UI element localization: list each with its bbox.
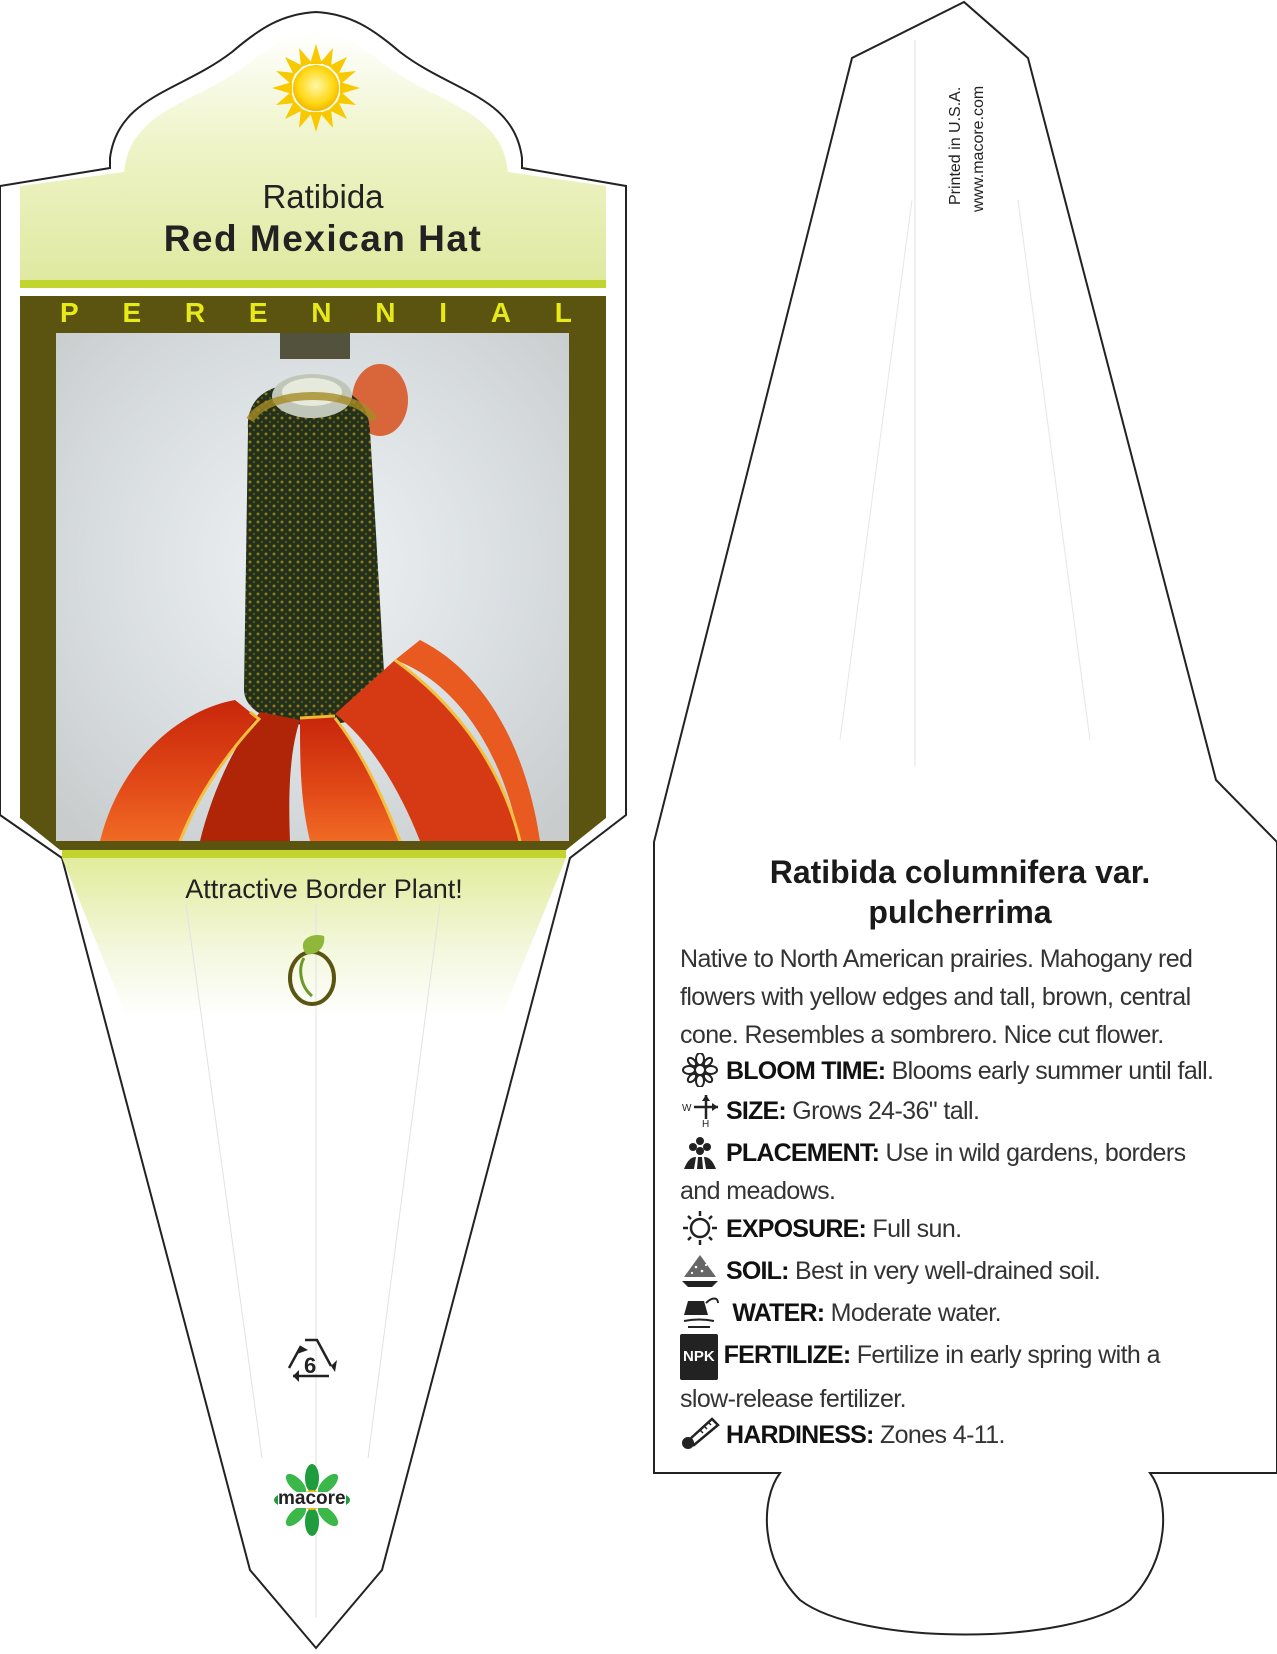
category-letter: E <box>122 297 142 328</box>
botanical-name <box>650 852 1270 932</box>
care-row-soil <box>680 1252 1220 1290</box>
care-label: EXPOSURE: <box>726 1215 867 1243</box>
care-row-size <box>680 1092 1220 1130</box>
botanical-name-line1: Ratibida columnifera var. <box>769 854 1151 890</box>
flower-icon <box>680 1053 720 1087</box>
size-icon <box>680 1093 720 1127</box>
care-row-fertilize <box>680 1334 1220 1418</box>
product-photo <box>56 333 569 841</box>
care-row-water <box>680 1294 1220 1332</box>
care-text: Blooms early summer until fall. <box>891 1057 1214 1085</box>
category-letter: L <box>554 297 572 328</box>
care-text: Use in wild gardens, borders and meadows. <box>680 1139 1186 1205</box>
care-label: FERTILIZE: <box>723 1341 851 1369</box>
sun-outline-icon <box>680 1211 720 1245</box>
care-text: Best in very well-drained soil. <box>795 1257 1101 1285</box>
category-letter: R <box>184 297 206 328</box>
plant-genus: Ratibida <box>262 178 384 215</box>
thermometer-icon <box>680 1417 720 1451</box>
care-text: Full sun. <box>872 1215 962 1243</box>
placement-icon <box>680 1135 720 1169</box>
care-row-bloom-time <box>680 1052 1220 1090</box>
care-text: Moderate water. <box>830 1299 1001 1327</box>
sun-icon <box>272 44 360 132</box>
care-row-exposure <box>680 1210 1220 1248</box>
website-label: www.macore.com <box>970 85 987 212</box>
tagline: Attractive Border Plant! <box>185 874 463 904</box>
care-label: PLACEMENT: <box>726 1139 880 1167</box>
care-text: Grows 24-36" tall. <box>792 1097 980 1125</box>
care-label: SIZE: <box>726 1097 786 1125</box>
category-letter: E <box>248 297 268 328</box>
category-letter: N <box>311 297 332 328</box>
plant-description: Native to North American prairies. Mahogany red flowers with yellow edges and tall, brown, central cone. Resembles a sombrero. Nice cut flower. <box>680 945 1193 1049</box>
category-letter: P <box>60 297 79 328</box>
category-letter: A <box>490 297 512 328</box>
care-label: WATER: <box>732 1299 825 1327</box>
soil-icon <box>680 1253 720 1287</box>
care-label: SOIL: <box>726 1257 789 1285</box>
svg-text:W: W <box>682 1103 691 1114</box>
botanical-name-line2: pulcherrima <box>868 894 1052 930</box>
npk-icon: NPK <box>680 1334 718 1380</box>
svg-text:H: H <box>702 1119 709 1127</box>
category-letter: I <box>439 297 448 328</box>
care-text: Fertilize in early spring with a slow-release fertilizer. <box>680 1341 1160 1413</box>
care-row-hardiness <box>680 1416 1220 1454</box>
category-letter: N <box>375 297 396 328</box>
printed-in-label: Printed in U.S.A. <box>947 86 964 205</box>
care-text: Zones 4-11. <box>879 1421 1005 1449</box>
care-label: BLOOM TIME: <box>726 1057 886 1085</box>
recycle-number: 6 <box>304 1353 317 1378</box>
care-label: HARDINESS: <box>726 1421 874 1449</box>
care-row-placement <box>680 1134 1220 1210</box>
plant-variety: Red Mexican Hat <box>163 218 483 259</box>
brand-name: macore <box>278 1488 346 1509</box>
category-label <box>60 297 572 329</box>
watering-can-icon <box>680 1295 720 1329</box>
